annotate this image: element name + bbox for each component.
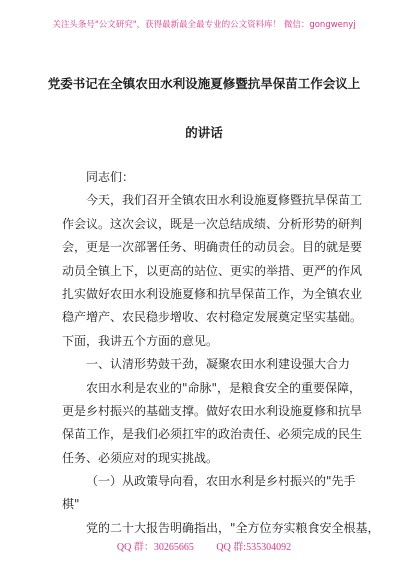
body-line: 党的二十大报告明确指出，"全方位夯实粮食安全根基， xyxy=(86,520,380,535)
section-heading: 一、认清形势鼓干劲，凝聚农田水利建设强大合力 xyxy=(86,357,351,372)
document-title-line-2: 的讲话 xyxy=(185,125,223,140)
footer-qq-group-2: QQ 群:535304092 xyxy=(216,542,292,553)
subsection-heading: （一）从政策导向看，农田水利是乡村振兴的"先手 xyxy=(86,474,356,489)
header-banner: 关注头条号"公文研究"，获得最新最全最专业的公文资料库！ 微信：gongwenyj xyxy=(52,20,356,30)
body-line: 农田水利是农业的"命脉"，是粮食安全的重要保障， xyxy=(86,380,362,395)
body-line: 今天，我们召开全镇农田水利设施夏修暨抗旱保苗工 xyxy=(86,193,363,208)
document-body xyxy=(62,166,380,540)
body-line: 作会议。这次会议，既是一次总结成绩、分析形势的研判 xyxy=(62,216,363,231)
body-line: 保苗工作，是我们必须扛牢的政治责任、必须完成的民生 xyxy=(62,427,363,442)
footer-qq-group-1: QQ 群：30265665 xyxy=(116,542,194,553)
body-line: 稳产增产、农民稳步增收、农村稳定发展奠定坚实基础。 xyxy=(62,310,363,325)
footer xyxy=(0,538,408,553)
salutation: 同志们： xyxy=(86,170,135,184)
body-line: 动员全镇上下，以更高的站位、更实的举措、更严的作风 xyxy=(62,263,363,278)
body-line: 棋" xyxy=(62,497,80,512)
body-line: 扎实做好农田水利设施夏修和抗旱保苗工作，为全镇农业 xyxy=(62,286,363,301)
body-line: 任务、必须应对的现实挑战。 xyxy=(62,450,219,465)
document-title-line-1: 党委书记在全镇农田水利设施夏修暨抗旱保苗工作会议上 xyxy=(47,76,361,91)
body-line: 会，更是一次部署任务、明确责任的动员会。目的就是要 xyxy=(62,240,363,255)
body-line: 更是乡村振兴的基础支撑。做好农田水利设施夏修和抗旱 xyxy=(62,403,363,418)
body-line: 下面，我讲五个方面的意见。 xyxy=(62,333,219,348)
